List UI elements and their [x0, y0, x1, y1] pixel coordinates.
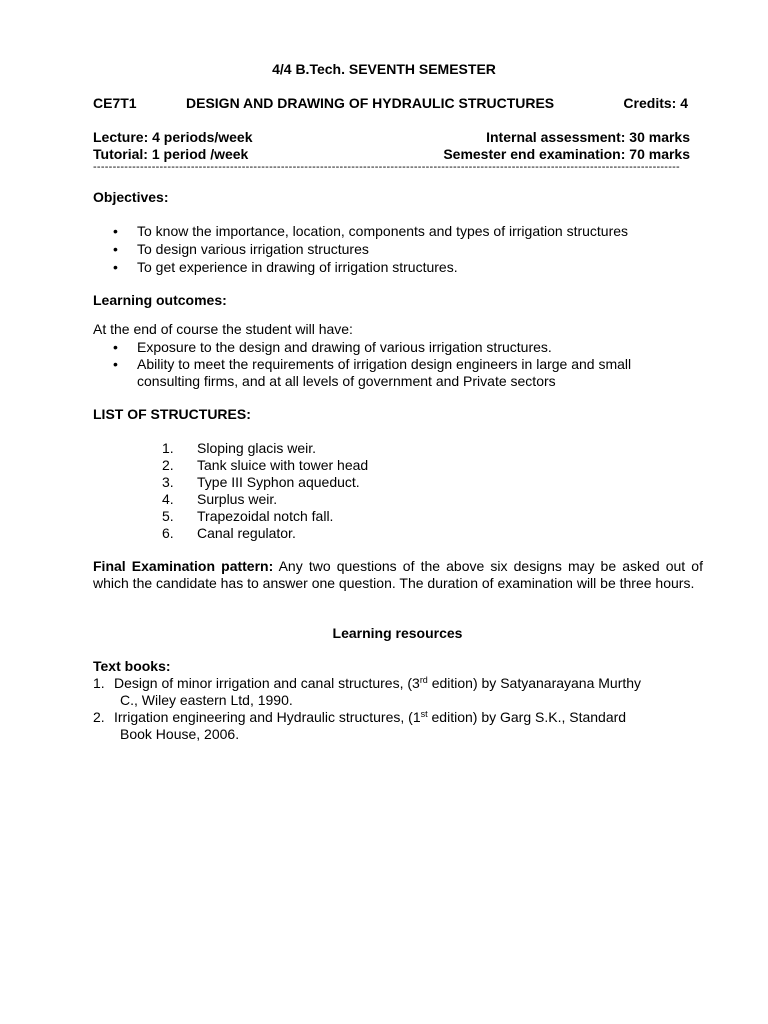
- list-item: • To design various irrigation structures: [113, 241, 369, 257]
- list-item: • To get experience in drawing of irrigation structures.: [113, 259, 458, 275]
- lecture-row: [93, 129, 690, 146]
- bullet-icon: •: [113, 223, 118, 239]
- list-item: 6. Canal regulator.: [162, 525, 296, 541]
- list-item: 5. Trapezoidal notch fall.: [162, 508, 334, 524]
- bullet-icon: •: [113, 241, 118, 257]
- internal-assessment: Internal assessment: 30 marks: [486, 129, 690, 145]
- list-item: 1. Sloping glacis weir.: [162, 440, 317, 456]
- separator-line: ------------------------------------------------------------------------------------------------------------------------------------------------------: [93, 161, 680, 173]
- tutorial-periods: Tutorial: 1 period /week: [93, 146, 249, 162]
- resources-heading: Learning resources: [332, 625, 463, 641]
- objectives-heading: Objectives:: [93, 189, 169, 205]
- exam-pattern-text: Any two questions of the above six designs may be asked out of which the candidate has to answer one question. The duration of examination will be three hours.: [93, 558, 703, 591]
- structures-heading: LIST OF STRUCTURES:: [93, 406, 251, 422]
- list-item-continuation: consulting firms, and at all levels of government and Private sectors: [137, 373, 556, 389]
- list-item: • Ability to meet the requirements of irrigation design engineers in large and small: [113, 356, 632, 372]
- list-item: 4. Surplus weir.: [162, 491, 278, 507]
- list-item: 2. Tank sluice with tower head: [162, 457, 369, 473]
- bullet-icon: •: [113, 339, 118, 355]
- outcomes-list: [113, 339, 631, 390]
- course-credits: Credits: 4: [623, 95, 688, 111]
- structures-list: [162, 440, 368, 542]
- list-item: 1. Design of minor irrigation and canal structures, (3rd edition) by Satyanarayana Murthy C., Wiley eastern Ltd, 1990.: [93, 675, 642, 708]
- exam-pattern-label: Final Examination pattern:: [93, 558, 274, 574]
- objectives-list: [113, 223, 628, 276]
- list-item: • Exposure to the design and drawing of various irrigation structures.: [113, 339, 552, 355]
- list-item: 3. Type III Syphon aqueduct.: [162, 474, 360, 490]
- bullet-icon: •: [113, 356, 118, 372]
- outcomes-intro: At the end of course the student will have:: [93, 321, 353, 337]
- textbooks-heading: Text books:: [93, 658, 171, 674]
- list-item: 2. Irrigation engineering and Hydraulic structures, (1st edition) by Garg S.K., Standard Book House, 2006.: [93, 709, 627, 742]
- course-title: DESIGN AND DRAWING OF HYDRAULIC STRUCTURES: [186, 95, 555, 111]
- textbooks-list: [93, 675, 705, 743]
- semester-end-exam: Semester end examination: 70 marks: [443, 146, 690, 162]
- course-header-row: [93, 95, 688, 112]
- bullet-icon: •: [113, 259, 118, 275]
- lecture-periods: Lecture: 4 periods/week: [93, 129, 253, 145]
- semester-title: 4/4 B.Tech. SEVENTH SEMESTER: [272, 61, 496, 77]
- course-code: CE7T1: [93, 95, 137, 111]
- outcomes-heading: Learning outcomes:: [93, 292, 227, 308]
- list-item: • To know the importance, location, components and types of irrigation structures: [113, 223, 629, 239]
- exam-pattern-paragraph: [93, 558, 703, 592]
